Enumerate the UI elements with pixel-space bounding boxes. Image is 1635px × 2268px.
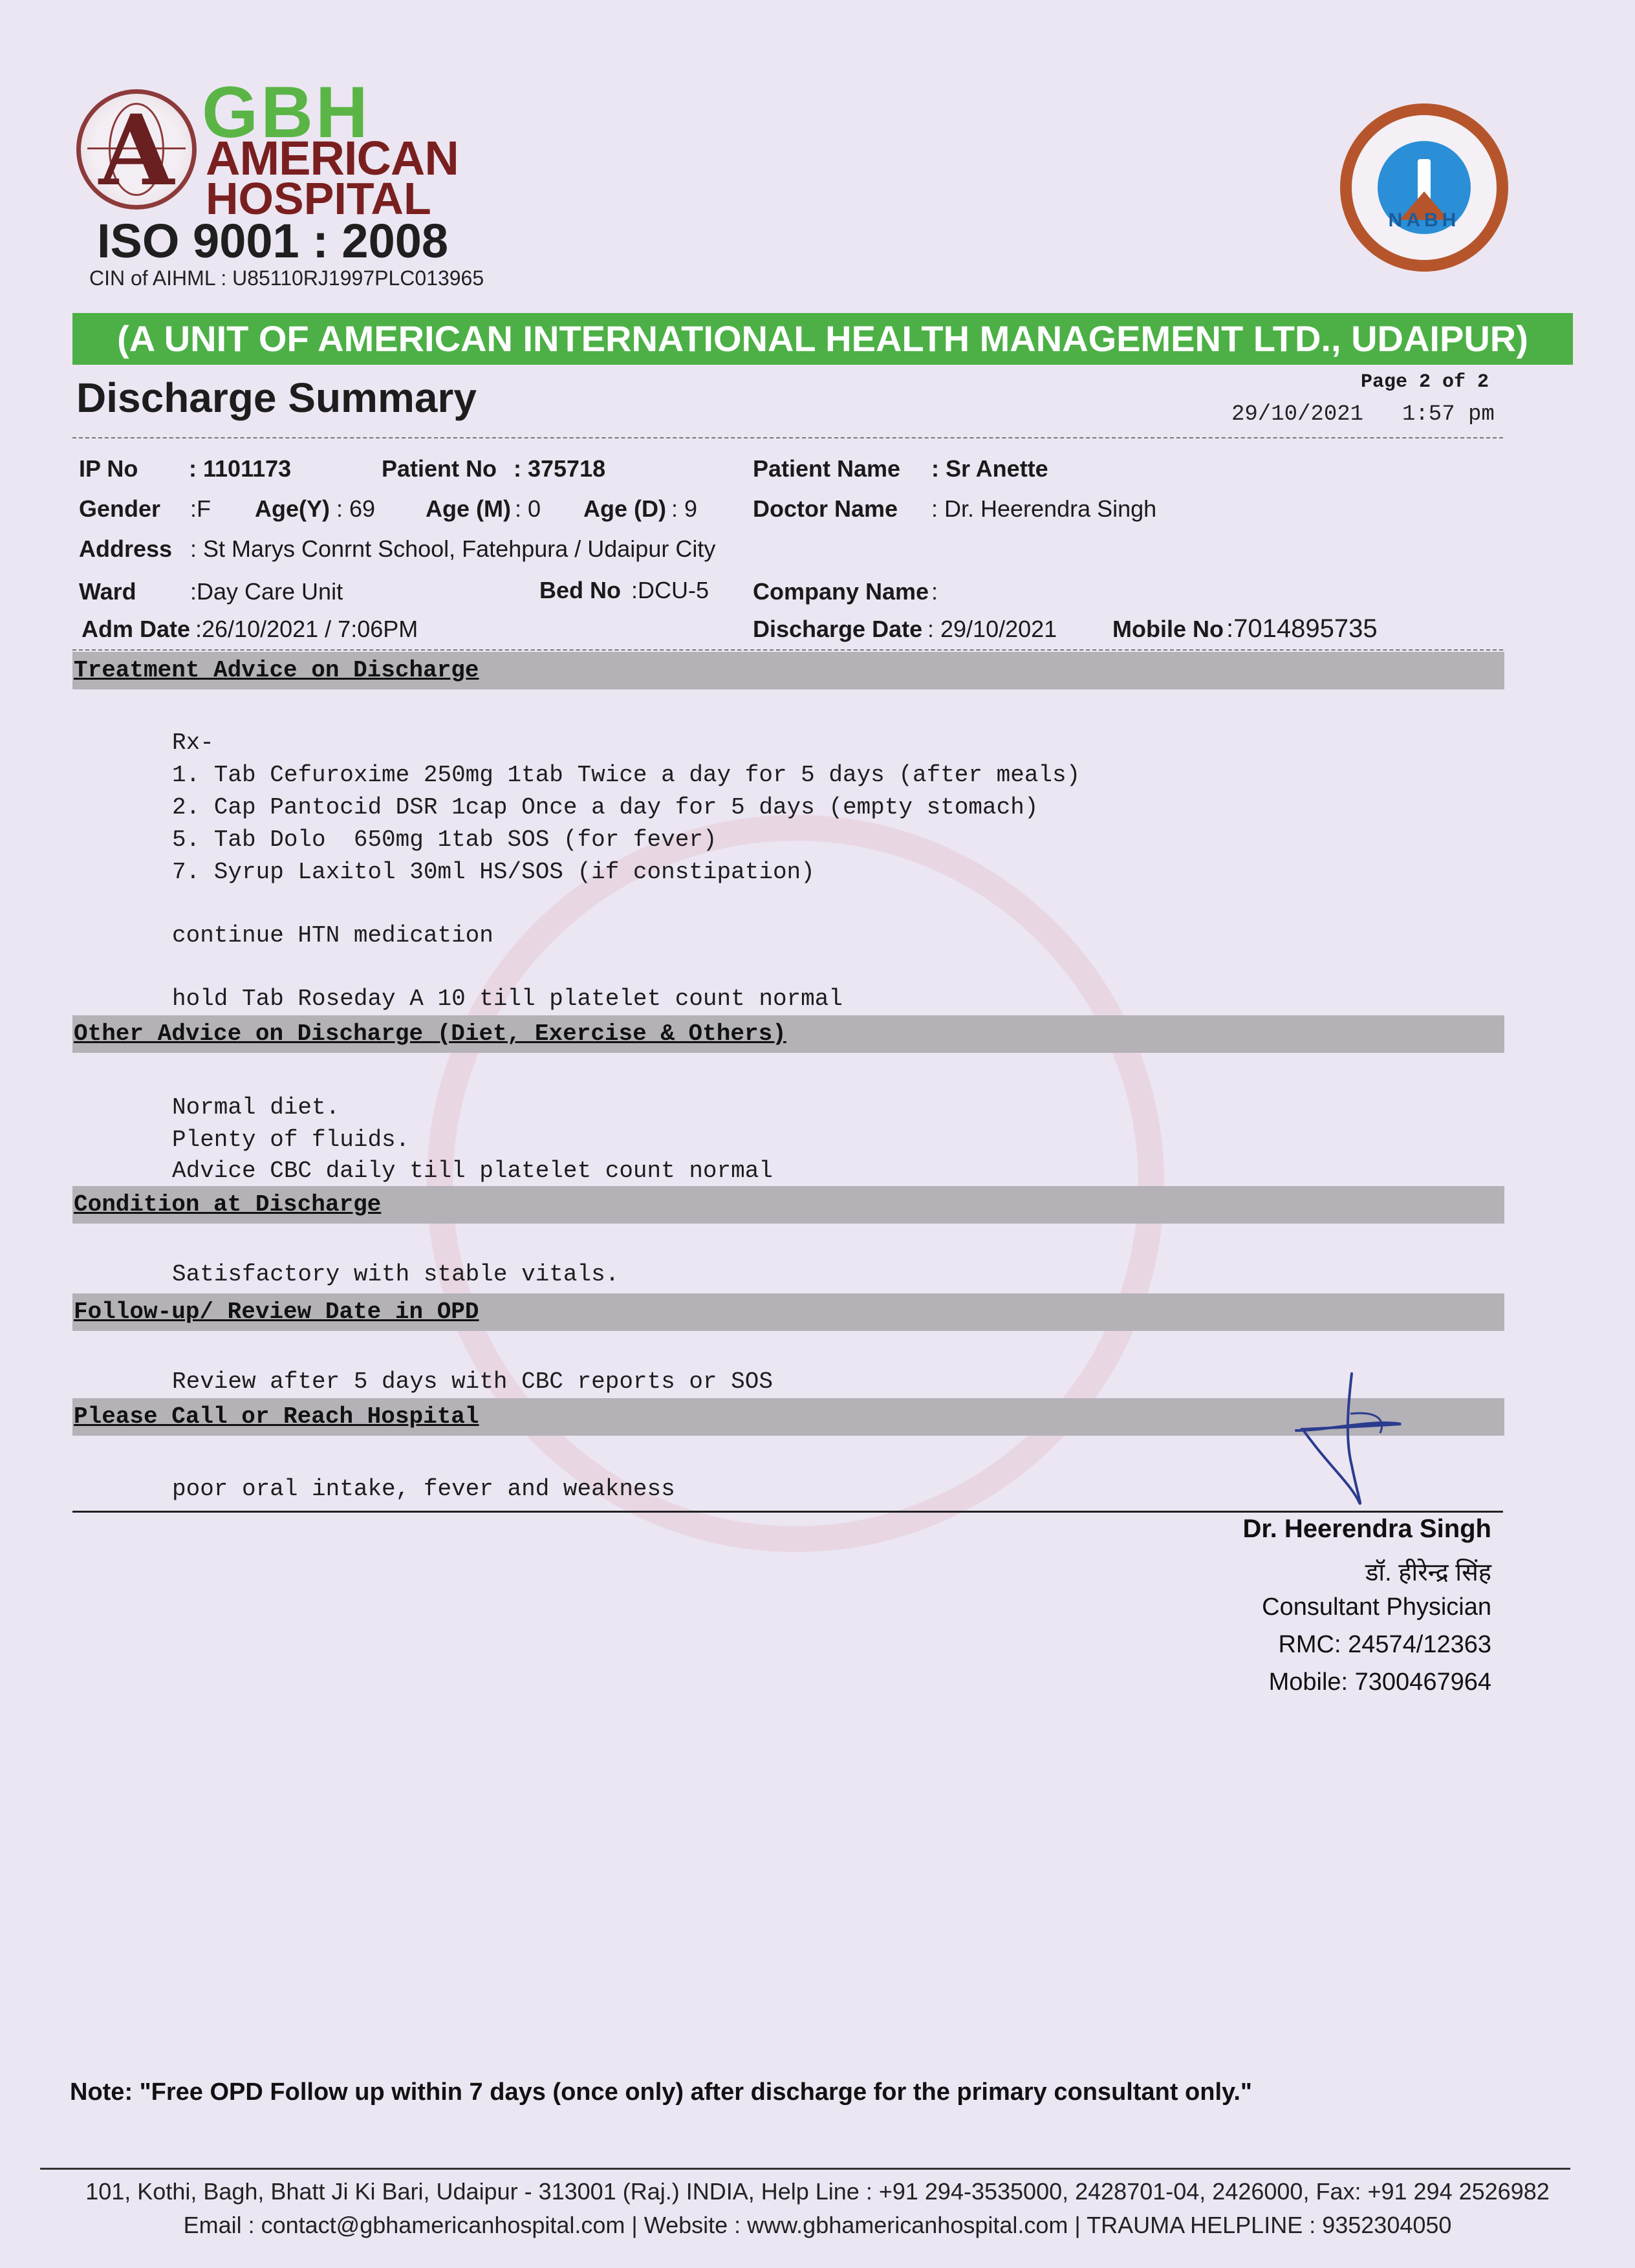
section-header-treatment: [72, 652, 1504, 689]
advice-line: Plenty of fluids.: [172, 1127, 410, 1153]
document-title: Discharge Summary: [76, 374, 477, 421]
rx-note: hold Tab Roseday A 10 till platelet count normal: [172, 986, 843, 1012]
patient-name-value: : Sr Anette: [931, 455, 1048, 482]
section-header-condition: [72, 1186, 1504, 1224]
bed-no-value: :DCU-5: [631, 577, 709, 603]
section-title-condition: Condition at Discharge: [74, 1191, 382, 1218]
hospital-address: 101, Kothi, Bagh, Bhatt Ji Ki Bari, Udaipur - 313001 (Raj.) INDIA, Help Line : +91 294-3535000, 2428701-04, 2426000, Fax: +91 294 2526982: [85, 2178, 1550, 2205]
unit-banner: (A UNIT OF AMERICAN INTERNATIONAL HEALTH MANAGEMENT LTD., UDAIPUR): [72, 313, 1573, 365]
admission-date-label: Adm Date: [81, 616, 191, 642]
brand-gbh: GBH: [202, 72, 371, 153]
company-name-label: Company Name: [753, 578, 929, 605]
advice-line: Normal diet.: [172, 1094, 340, 1121]
page-number: Page 2 of 2: [1361, 371, 1489, 393]
followup-note: Note: "Free OPD Follow up within 7 days (once only) after discharge for the primary consultant only.": [70, 2079, 1252, 2106]
bed-no-label: Bed No: [539, 577, 621, 603]
gender-value: :F: [190, 495, 211, 522]
rx-line: 1. Tab Cefuroxime 250mg 1tab Twice a day for 5 days (after meals): [172, 762, 1081, 788]
advice-line: Advice CBC daily till platelet count normal: [172, 1158, 773, 1184]
print-date: 29/10/2021: [1231, 402, 1364, 427]
followup-text: Review after 5 days with CBC reports or SOS: [172, 1368, 773, 1395]
doctor-sign-name-hindi: डॉ. हीरेन्द्र सिंह: [1365, 1559, 1491, 1586]
ward-label: Ward: [79, 578, 136, 605]
age-days-label: Age (D): [583, 495, 666, 522]
patient-name-label: Patient Name: [753, 455, 901, 482]
hospital-logo-globe: [76, 89, 197, 210]
section-title-other-advice: Other Advice on Discharge (Diet, Exercise & Others): [74, 1021, 786, 1047]
age-months-value: : 0: [515, 495, 541, 522]
section-title-followup: Follow-up/ Review Date in OPD: [74, 1299, 479, 1325]
ip-no-label: IP No: [79, 455, 138, 482]
rx-note: continue HTN medication: [172, 922, 493, 949]
doctor-name-value: : Dr. Heerendra Singh: [931, 495, 1157, 522]
company-name-value: :: [931, 578, 938, 605]
section-title-call-hospital: Please Call or Reach Hospital: [74, 1403, 479, 1430]
section-end-rule: [72, 1511, 1503, 1513]
age-years-value: : 69: [336, 495, 376, 522]
logo-letter: A: [98, 94, 175, 208]
condition-text: Satisfactory with stable vitals.: [172, 1261, 620, 1288]
section-header-other-advice: [72, 1015, 1504, 1053]
brand-hospital: HOSPITAL: [206, 173, 431, 224]
patient-no-value: : 375718: [514, 455, 606, 482]
age-months-label: Age (M): [426, 495, 511, 522]
ward-value: :Day Care Unit: [190, 578, 343, 605]
age-years-label: Age(Y): [255, 495, 330, 522]
doctor-designation: Consultant Physician: [1262, 1593, 1491, 1621]
doctor-rmc: RMC: 24574/12363: [1278, 1631, 1491, 1658]
doctor-sign-name: Dr. Heerendra Singh: [1242, 1515, 1491, 1543]
discharge-date-label: Discharge Date: [753, 616, 923, 642]
doctor-mobile: Mobile: 7300467964: [1268, 1669, 1491, 1696]
mobile-no-label: Mobile No: [1112, 616, 1224, 642]
admission-date-value: :26/10/2021 / 7:06PM: [195, 616, 418, 642]
gender-label: Gender: [79, 495, 161, 522]
rx-heading: Rx-: [172, 729, 214, 756]
print-time: 1:57 pm: [1402, 402, 1495, 427]
address-label: Address: [79, 535, 173, 562]
ip-no-value: : 1101173: [189, 455, 292, 482]
divider: [72, 437, 1503, 438]
patient-no-label: Patient No: [382, 455, 497, 482]
address-value: : St Marys Conrnt School, Fatehpura / Udaipur City: [190, 535, 716, 562]
brand-american: AMERICAN: [206, 131, 459, 185]
age-days-value: : 9: [671, 495, 698, 522]
rx-line: 7. Syrup Laxitol 30ml HS/SOS (if constipation): [172, 859, 815, 885]
call-hospital-text: poor oral intake, fever and weakness: [172, 1476, 675, 1502]
hospital-contact: Email : contact@gbhamericanhospital.com | Website : www.gbhamericanhospital.com | TRAUMA HELPLINE : 9352304050: [183, 2212, 1452, 2238]
divider: [72, 649, 1503, 651]
section-header-followup: [72, 1293, 1504, 1331]
rx-line: 5. Tab Dolo 650mg 1tab SOS (for fever): [172, 826, 717, 853]
discharge-date-value: : 29/10/2021: [927, 616, 1057, 642]
doctor-signature: [1290, 1368, 1406, 1511]
mobile-no-value: :7014895735: [1226, 614, 1378, 643]
iso-certification: ISO 9001 : 2008: [97, 214, 449, 268]
section-title-treatment: Treatment Advice on Discharge: [74, 657, 479, 684]
cin-number: CIN of AIHML : U85110RJ1997PLC013965: [89, 266, 484, 290]
footer-rule: [40, 2168, 1570, 2170]
doctor-name-label: Doctor Name: [753, 495, 898, 522]
nabh-accreditation-seal: [1340, 103, 1508, 272]
nabh-label: NABH: [1388, 210, 1460, 231]
rx-line: 2. Cap Pantocid DSR 1cap Once a day for 5 days (empty stomach): [172, 794, 1039, 821]
